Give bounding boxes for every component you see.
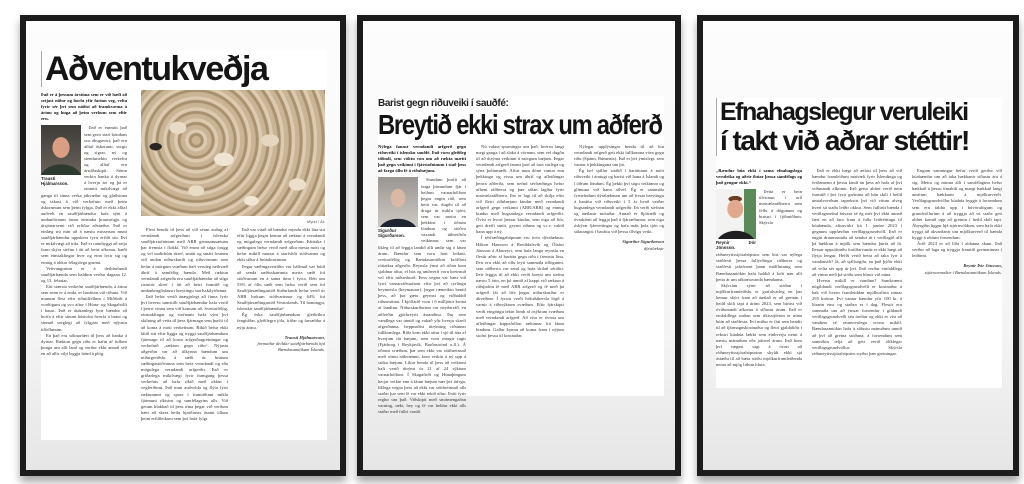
image-credit: Mynd / ÁL	[307, 219, 326, 224]
body-paragraph: En það eru sóknarfæri til þess að banka á dyrnar. Ræktun gegn riðu er hafin af fullum þunga um allt land og verður ekki annað séð en að allir vilji leggja hönd á plóg.	[41, 332, 127, 356]
body-paragraph: Flest bendir til þess að við séum auðug af verndandi arfgerðum í íslenska sauðfjárstofninum með ARR genasamsætuna þar fremsta í flokki. Við erum að stíga örugg og vel undirbúin skref, smátt og smátt losnum við undan niðurskurði og riðuvörnum sem hefur á mörgum svæðum haft veruleg neikvæð áhrif á samfélög bænda. Með ræktun verndandi arfgerða eru sauðfjárbændur að stíga risastór skref í átt að betri framtíð og undanbragðalausri breytingu starfsskilyrðanna.	[141, 227, 228, 293]
body-paragraph: Stundum þurfti að farga þúsundum fjár í heilum varnarhólfum þegar engin ráð, sem beitt var, dugðu til að draga úr miklu tjóni, sem var meira en þekktist í öðrum löndum og stöðva vaxandi útbreiðslu veikinnar, sem var líkleg til að leggja landið allt undir sig á fáum árum. Bændur sem voru hart leiknir, sveitarfélög og Bændasamtökin kröfðust róttækra aðgerða. Reynsla ýmsi að riðan kom sjaldnar aftur, ef hús og umhverfi voru hreinsuð vel eftir niðurskurð. Þess vegna var hætt við fyrri varnarráðstafanir eftir því að cyrlingu heymeisla (heymaurar), þegar ræmeikin bentil þess, að þar gætu geymst og viðhaldið riðusmitinu. Í kjölfarið voru í 6 milljónir króna af landinu. Niðurskurðurinn var neyðarráð, en aðferðin gjörbreytti ástandinu. Þar sem vandlega var unnið og vakað yfir hverju skrefi afgerðanna, heppnaðist útrýming riðunnar fullkomlega. Riða kom ekki aftur í sjö til átta af hverjum tíu bæjum, sem voru margir tugir (Fjárborg í Reykjavík, Barðaströnd o.fl.). Á öðrum svæðum, þar sem ekki var sótthreinsað með sömu nákvæmni, kom veikin á ný upp á stöku bæjum. Líkur benda til þess að veikinni hafi verið útrýmt úr 21 af 24 sýktum varnarhólfum. Í Skagafirði og Húnaþingum herjar veikin enn á fáum bæjum nær því árlega, líklega vegna þess að ekki var sótthreinsað alls staðar þar sem fé var ekki tekið aftur. Þrátt fyrir reglur um það. Viðskipti með smitmengaðan varning, tæki, hey og fé var heldur ekki alls staðar með fullri varúð.	[378, 177, 466, 415]
author-portrait	[378, 177, 418, 238]
body-column-1	[716, 168, 802, 386]
kicker: Barist gegn riðuveiki í sauðfé:	[378, 98, 509, 109]
author-portrait	[716, 189, 756, 250]
body-paragraph: Það er einmitt það sem gerir starf bóndans svo áhugavert, það eru alltaf áskoranir, sorgir og sigrar, ný og síendurtekin verkefni og alltaf eru árstíðaskipti. Sömu verkin banka á dyrnar á hverju ári og þá er einmitt mikilvægt að ganga til sinna verka jákvæður og glaðsinna og takast á við verkefnin með þeim áskorunum sem þeim fylgja. Það er ekki alltaf auðvelt en sauðfjárbændur hafa sýnt á undanförnum árum einstaka þrautseigju og útsjónarsemi við erfiðar aðstæður. Það er einlæg trú mín að á næstu misserum muni sauðfjárbændur uppskera fyrir erfiði sitt. Því er mikilvægt að trúa. Það er raunhyggt að setja fram skýra stefnu í átt að betri afkomu, bæði sem einstaklingar hver og einn fyrir sig og einnig á okkar félagslega grunni.	[41, 125, 127, 265]
body-paragraph: Þegar sæðingavertíðin var hálfnuð var búið að senda sæðisskammta meira sæði frá stöðvunum en á sama tíma í fyrra. Rétt um 53% af öllu sæði sem hefur verið sent frá Sauðfjársæðingastöð Suðurlands hefur verið úr ARR hrútum stöðvarinnar og 64% frá Sauðfjársæðingastöð Vesturlands. Til hamingju, íslenskir sauðfjárbændur!	[237, 263, 325, 312]
headline: Aðventukveðja	[41, 51, 267, 87]
body-column-3	[237, 227, 325, 438]
sheep-flock-photo	[141, 90, 325, 216]
lead-paragraph: Það er á þessum árstíma sem er við hæfi að setjast niður og horfa yfir farinn veg, velta fyrir sér því sem náðist að framkvæma á árinu og huga að þeim verkum sem eftir eru.	[41, 92, 127, 122]
article-page-2	[378, 96, 664, 415]
body-paragraph: Ég óska sauðfjárbændum gleðiríkra fengitíðar, gleðilegra jóla, friðar og farsældar á nýju árinu.	[237, 312, 325, 330]
body-paragraph: Það var vitað að bændur myndu ekki láta sitt eftir liggja þegar kemur að ræktun á verndandi og mögulega verndandi arfgerðum. Þátttaka í sæðingum hefur verið með allra mesta móti og hefur mikill munur á starfsliði stöðvanna og ekki síður á hrútakostinum.	[237, 227, 325, 263]
signature	[237, 335, 325, 353]
signature-title: formaður deildar sauðfjárbænda hjá Bændasamtökum Íslands.	[257, 340, 325, 352]
body-paragraph: Ég hef sjálfur staðið í baráttunni á móti riðuveiki í áratugi og barist við hana á Íslandi og í öðrum löndum. Ég þekki því sögu veikinnar og glímuna við hana allvel. Ég er sammála fyrnefndum dýralæknum um að fresta breytingu á baráttu við riðuveiki í 5 ár hvað varðar hugsanlega verndandi arfgerðir. Þá verði stefnan og áætlanir mótaðar. Annað er fljótræði og óvarkárni að leggja það á fjárræðurnar, sem eiga óskýrar fjárveitingar og hafa mátt þola tjón og sálarangist í baráttu við þessa illvígu veiki.	[574, 168, 664, 235]
portrait-caption: Reynir Þór Jónsson.	[716, 240, 756, 251]
body-column-3	[912, 168, 1002, 386]
body-paragraph: Skýrslan sýnir að staðan í mjólkurframleiðslu er grafalvarleg en þar kemur skýrt fram að áætlað er að greinin í heild skili tapi á árinu 2023, sem birtist við óviðunandi afkomu á síðustu árum. Það er einfaldlega staðan sem ríkisstjórnin er núna búin að staðfesta. Því miður er fátt sem bendir til að fjármagnskostnaður og fleiri gjaldaliðir í rekstri kúabúa lækki sem einhverju nemi á næstu mánuðum eða jafnvel árum. Það kom því vægast sagt á óvart að ráðuneytisstjórahópurinn skyldi ekki sjá ástæðu til að bæta stöðu mjólkurframleiðenda nema að mjög litlum hluta.	[716, 282, 802, 367]
body-column-3	[574, 144, 664, 394]
article-page-3	[716, 98, 1002, 388]
signature-title: stjórnarmaður í Bændasamtökum Íslands.	[924, 269, 1002, 275]
body-paragraph: Eitt stærsta verkefni sauðfjárbænda, á árinu sem senn er á enda, er baráttan við riðuna. Við munum flest eftir riðutilfellum í Miðfirði á vordögum og svo aftur í Húna- og Skagahólfi í haust. Það er átakanlegt fyrir bændur að horfa á eftir sínum bústofni hverfa á braut og sinnuð sorglegt að fylgjast með nýjustu tilfellunum.	[41, 283, 127, 332]
body-paragraph: Enginn samningur hefur verið gerður við kúabændur um að taka hækkanir síðustu ára á sig. Meira og minna allt í samfélaginu hefur hækkað á þessu tímabili og margt hækkað langt umfram hækkanir á mjólkurverði. Verðlagsgrundvöllur kúabúa byggir á forsendum sem eru taldar upp í búvörulögum og grundvöllurinn á að tryggja að sú staða geti aldrei komið upp að greinin í heild skili tapi. Ábyrgðin liggur hjá stjórnvöldum, sem hafa ekki tryggt að ákvarðanir um mjólkurverð til bænda byggi á réttum forsendum.	[912, 168, 1002, 241]
headline-line-1: Efnahagslegur veruleiki	[716, 98, 968, 126]
body-paragraph: Það hefur verið ánægjulegt að finna fyrir því hversu samstillt sauðfjárbændur hafa verið í þeirri vinnu sem við komum að. Sveitarfélög, einstaklingar og stofnanir hafa sýnt því skilning að veita til þess fjármagn sem þurfti til að koma á móti verkefnum. Ríkið hefur ekki látið sitt eftir liggja og tryggt sauðfjárbændum fjármagn til að kosta arfgerðargreiningar og verkefnið „ræktun gegn riðu“. Nýjasta aðgerðin var að tilkynna bændum um niðurgreiðslu á sæði úr hrútum sæðingastöðvanna sem bera verndandi og eða mögulega verndandi arfgerðir. Það er gríðarlega mikilvægt fyrir framgang þessa verkefnis að hafa ríkið með okkur í vegferðinni. Það mun auðvelda og flýta fyrir ræktuninni og spara í framtíðinni mikla fjármuni ríkisins og samfélagsins alls. Við getum hlakkað til þess tíma þegar við verðum hætt að skera heilu hjarðirnar ásamt öllum þeim erfiðleikum sem því hafa fylgt.	[141, 294, 229, 421]
lead-paragraph: „Bændur búa ekki í sama efnahagslega veruleika og aðrir íbúar þessa samfélags og það gengur ekki.“	[716, 168, 802, 186]
portrait-caption: Sigurður Sigurðarson.	[378, 228, 406, 239]
body-paragraph: Nýlegar upplýsingar benda til að hin verndandi arfgerð geti ekki fullkomna vörn gegn riðu (Spánn, Rúmenía). Það er því ýmislegt, sem vantar á þekkinguna um þá.	[574, 144, 664, 168]
author-photo	[378, 177, 418, 227]
body-paragraph: Árið 2023 er að líða í aldanna skaut. Það verður að laga og tryggja framtíð greinarinnar í leiðinni.	[912, 241, 1002, 259]
signature-name: Reynir Þór Jónsson,	[963, 263, 1002, 269]
body-paragraph: Þetta er bein tilvitnun í orð matvælaráðherra sem féllu á dögunum og birtust í fjölmiðlum. Skýrsla ráðuneytisstjórahópsins sem birt var nýlega staðfesti þessa fullyrðingu ráðherra og staðfesti jafnframt þann málflutning sem Bændasamtökin hafa haldið á lofti nær allt þetta ár um afkomuvanda bændanna.	[716, 189, 802, 282]
body-column-1	[378, 144, 466, 415]
author-photo	[41, 125, 81, 175]
lead-paragraph: Nýlega fannst verndandi arfgerð gegn riðuveiki í íslensku sauðfé. Það voru gleðileg tíðindi, sem vöktu von um að rækta mætti það gegn veikinni í fjárstofninum í stað þess að farga öllu fé á riðubæjum.	[378, 144, 466, 174]
article-page-1	[41, 50, 327, 440]
signature-name: Trausti Hjálmarsson,	[284, 334, 325, 340]
body-column-1	[41, 92, 127, 438]
author-photo	[716, 189, 756, 239]
body-column-2	[812, 168, 902, 386]
body-paragraph: Vettvangurinn er á deildarfundi sauðfjárbænda sem haldinn verður dagana 12. og 13. febrúar.	[41, 265, 127, 283]
body-column-2	[141, 227, 228, 438]
body-paragraph: Hversu mikill er vandinn? Samkvæmt núgildandi verðlagsgrundvelli er kostnaður á bak við hvern framleiddan mjólkurlítra rúmar 295 krónur. Þvi vantar bændur yfir 100 kr. á lítrann eins og staðan er í dag. Flestir eru sammála um að ýmsar forsendur í gildandi verðlagsgrundvelli séu úreltar og ekki er víst að vandinn sé raunverulega svona mikill. Bændasamtökin hafa á síðustu mánuðum unnið að því að greina stöðuna, á forsendum sem samtökin telja að geti verið ólíklegar verðlagsgrundvöllur. Skýrsla ráðuneytisstjórahópsins styður þær greiningar.	[812, 277, 902, 356]
body-paragraph: Í sérfræðingahópnum eru tveir dýralæknar, Hákon Hansson á Breiðdalsvík og Ólafur Jónsson á Akureyri, sem hafa langa reynslu en flestir aðrir af baráttu gegn riðu í fremstu línu. Þeir eru ekki að öllu leyti sammála tillögunni, sem ráðherra var send og hafa skilað séráliti. Þeir leggja til að ekki verði breytt um stefnu næstu 5 árin, en þó unnið af kappi við ræktun á riðuþolnu fé með ARR arfgerð og fé með þá arfgerð fái að lifa þegar niðurskurður er ákveðinn. Í fyrstu verði höfuðáhersla lögð á varnir á riðusýktum svæðum. Eftir fjárskipti verði eingöngu tekin lömb af ósýktum svæðum með verndandi arfgerð. Að vísu er óvissa um afleiðingar kappsfullrar ræktunar frá fáum kindum. Gallar kynnu að koma fram í nýjum stofni þessu til kostnaðar.	[476, 235, 564, 338]
signature-name: Sigurður Sigurðarson	[622, 239, 664, 245]
body-paragraph: Nú vakna spurningar um það, hversu langt megi ganga í að slaka á vörnum, sem vel dugðu til að útrýma veikinni á mörgum bæjum. Þegar verndandi arfgerð fannst þarf að fara varlega og sýna þolinmæði. Aftur mun dómi vantar enn þekkingu og vissu um áhrif og afleiðingar þeirra aðferða, sem nefnd sérfræðinga hefur afhent ráðherra og þær síðan lagðar fyrir matvælaráðherra. Þar er lagt til að skilja eftir við fleiri riðubæjum kindur með verndandi arfgerð gegn veikinni (ARR/ARR) og einnig kindur með hugsanlega verndandi arfgerðir. Óvíst er hvort þessar kindur, sem eiga að lifa, geti dreift smiti, geymt riðuna og s.r.v. vakið hana upp á ný.	[476, 144, 564, 235]
body-paragraph: Það er ekki hægt að ætlast til þess að við bændur framleiðum matvæli fyrir Íslendinga og ferðamenn á þessu landi án þess að hafa af því viðunandi afkomu. Það getur aldrei verið nein framtíð í því fyrir greinina að hún skili í heild umtalsverðum taprekstri því við vitum alveg hvert sú staða leiðir okkur. Sem fulltrúi bænda í verðlagsnefnd búvara sé ég mér því ekki annað fært en að fara fram á fulla leiðréttingu til kúabænda, afturvirkt frá 1. janúar 2023 í gegnum uppfærðan verðlagsgrundvöll. Það er engin draumastaða að sendur út í verðlagið allt þá hækkun á mjólk sem bændur þurfa að fá. Þessar uppsöfnuðu fortíðarvanda er ekki hægt að flytja lengur. Hefði verið betra að taka fyrr á vandamáli? Já, að sjálfsögðu, en það þýðir ekki að velta sér upp úr því. Það verður einfaldlega að vinna með þá stöðu sem blasir við núna.	[812, 168, 902, 277]
signature	[574, 239, 664, 251]
signature-title: dýralæknir	[643, 245, 664, 251]
headline: Breytið ekki strax um aðferð	[378, 109, 662, 140]
headline-line-2: í takt við aðrar stéttir!	[716, 126, 969, 156]
body-column-2	[476, 144, 564, 394]
portrait-caption: Trausti Hjálmarsson.	[41, 176, 69, 187]
signature	[912, 263, 1002, 275]
author-portrait	[41, 125, 81, 186]
